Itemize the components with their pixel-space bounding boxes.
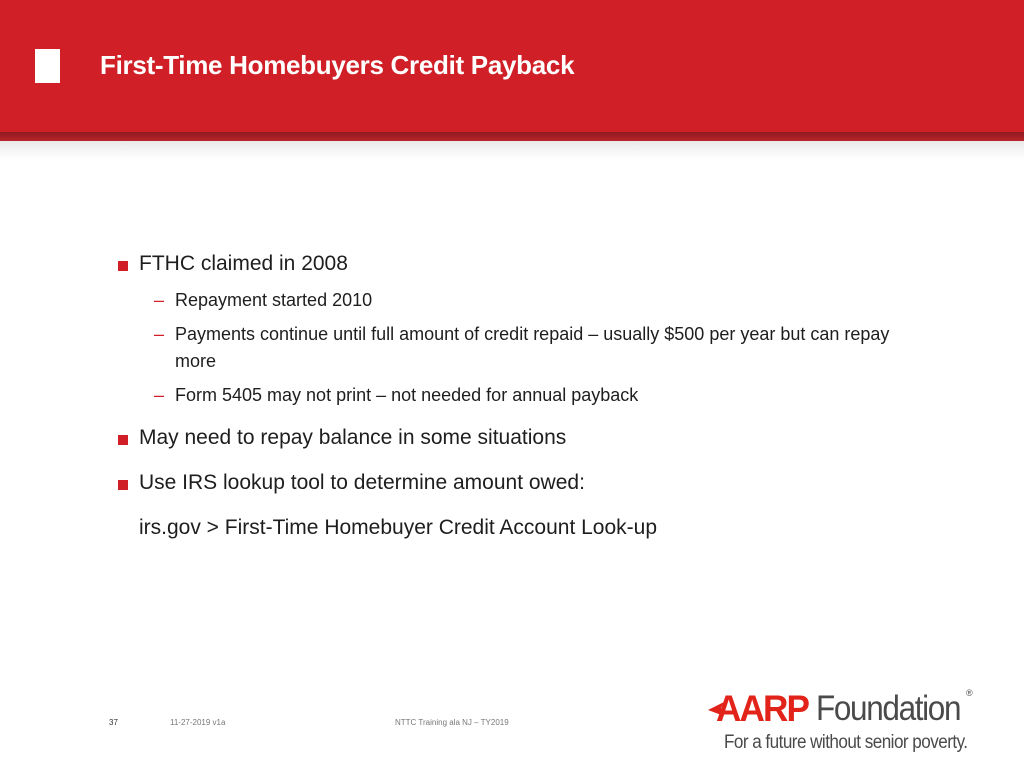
dash-bullet-icon: – [154, 290, 165, 310]
registered-mark: ® [966, 688, 973, 698]
version-label: 11-27-2019 v1a [170, 718, 226, 727]
bullet-text: May need to repay balance in some situations [139, 426, 567, 449]
footer-center-text: NTTC Training ala NJ – TY2019 [395, 718, 509, 727]
sub-bullet-text: Repayment started 2010 [175, 290, 373, 310]
dash-bullet-icon: – [154, 385, 165, 405]
lookup-path-text: irs.gov > First-Time Homebuyer Credit Account Look-up [139, 516, 657, 539]
aarp-foundation-logo [708, 688, 978, 758]
square-bullet-icon [118, 435, 128, 445]
logo-tagline: For a future without senior poverty. [724, 732, 968, 753]
bullet-text: FTHC claimed in 2008 [139, 252, 348, 275]
sub-bullet-text: Form 5405 may not print – not needed for annual payback [175, 385, 639, 405]
sub-bullet-text: Payments continue until full amount of credit repaid – usually $500 per year but can repay more [175, 324, 890, 371]
dash-bullet-icon: – [154, 324, 165, 344]
square-bullet-icon [118, 261, 128, 271]
title-square-icon [35, 49, 60, 83]
title-bar-fade [0, 141, 1024, 159]
logo-name: Foundation [816, 689, 961, 728]
square-bullet-icon [118, 480, 128, 490]
slide-number: 37 [109, 718, 118, 727]
bullet-text: Use IRS lookup tool to determine amount owed: [139, 471, 585, 494]
slide-title: First-Time Homebuyers Credit Payback [100, 50, 575, 80]
title-bar-shadow [0, 132, 1024, 141]
logo-brand: AARP [716, 688, 809, 729]
